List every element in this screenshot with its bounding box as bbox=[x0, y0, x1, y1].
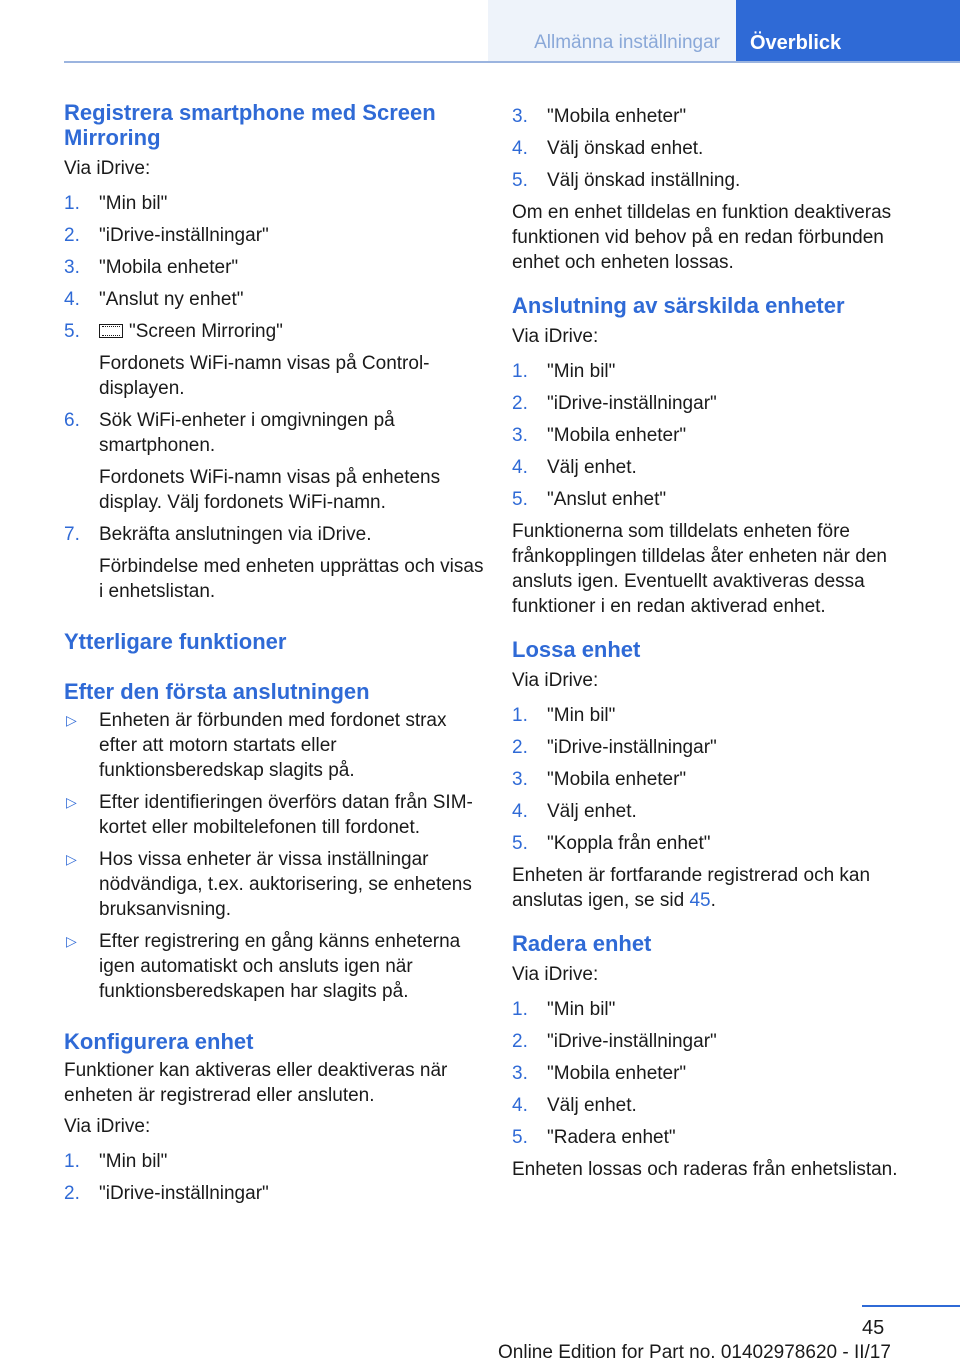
list-item bbox=[512, 1125, 932, 1150]
step-text: Välj enhet. bbox=[547, 801, 637, 822]
step-text: "Mobila enheter" bbox=[547, 769, 687, 790]
step-number: 1. bbox=[512, 361, 528, 382]
step-number: 2. bbox=[512, 1031, 528, 1052]
step-text: "iDrive-inställningar" bbox=[99, 1183, 269, 1204]
after-first-connection-heading: Efter den första anslutningen bbox=[64, 679, 370, 704]
triangle-bullet-icon: ▷ bbox=[66, 933, 77, 949]
delete-note: Enheten lossas och raderas från enhetslistan. bbox=[512, 1159, 898, 1180]
step-number: 4. bbox=[512, 457, 528, 478]
right-column bbox=[512, 104, 932, 1182]
step-number: 1. bbox=[64, 1151, 80, 1172]
triangle-bullet-icon: ▷ bbox=[66, 851, 77, 867]
page-number: 45 bbox=[862, 1317, 885, 1339]
edition-footer: Online Edition for Part no. 01402978620 - II/17 bbox=[498, 1342, 891, 1363]
list-item bbox=[512, 799, 932, 824]
step-number: 1. bbox=[512, 705, 528, 726]
list-item bbox=[512, 104, 932, 129]
left-column bbox=[64, 100, 484, 1213]
list-item bbox=[512, 168, 932, 193]
step-text: Bekräfta anslutningen via iDrive. bbox=[99, 524, 372, 545]
header-section-title: Allmänna inställningar bbox=[488, 0, 736, 62]
register-steps bbox=[64, 191, 484, 604]
footer-divider bbox=[862, 1305, 960, 1307]
step-text: "Screen Mirroring" bbox=[129, 321, 283, 342]
spacer bbox=[64, 611, 484, 629]
list-item bbox=[64, 1149, 484, 1174]
spacer bbox=[512, 619, 932, 637]
delete-steps bbox=[512, 997, 932, 1150]
step-note: Fordonets WiFi-namn visas på enhetens display. Välj fordonets WiFi-namn. bbox=[99, 467, 441, 513]
list-item bbox=[64, 255, 484, 280]
list-item bbox=[64, 1181, 484, 1206]
step-number: 3. bbox=[64, 257, 80, 278]
list-item bbox=[512, 831, 932, 856]
step-number: 5. bbox=[512, 170, 528, 191]
step-text: "iDrive-inställningar" bbox=[99, 225, 269, 246]
special-steps bbox=[512, 359, 932, 512]
spacer bbox=[64, 1011, 484, 1029]
via-idrive-text: Via iDrive: bbox=[512, 964, 599, 985]
register-heading: Registrera smartphone med Screen Mirroring bbox=[64, 100, 436, 150]
step-text: "Mobila enheter" bbox=[99, 257, 239, 278]
special-devices-heading: Anslutning av särskilda enheter bbox=[512, 293, 845, 318]
step-number: 4. bbox=[64, 289, 80, 310]
delete-device-heading: Radera enhet bbox=[512, 931, 652, 956]
release-device-heading: Lossa enhet bbox=[512, 637, 641, 662]
list-item bbox=[512, 487, 932, 512]
step-text: "Min bil" bbox=[547, 705, 616, 726]
list-item bbox=[64, 319, 484, 401]
release-steps bbox=[512, 703, 932, 856]
connection-bullets bbox=[64, 708, 484, 1004]
list-item bbox=[64, 708, 484, 783]
step-number: 2. bbox=[64, 1183, 80, 1204]
step-note: Fordonets WiFi-namn visas på Control-displayen. bbox=[99, 353, 430, 399]
step-number: 4. bbox=[512, 801, 528, 822]
release-note-text: Enheten är fortfarande registrerad och kan anslutas igen, se sid bbox=[512, 865, 871, 911]
page-header bbox=[0, 0, 960, 62]
list-item bbox=[64, 191, 484, 216]
step-text: "Min bil" bbox=[547, 361, 616, 382]
step-text: "Radera enhet" bbox=[547, 1127, 676, 1148]
list-item bbox=[512, 1093, 932, 1118]
step-note: Förbindelse med enheten upprättas och visas i enhetslistan. bbox=[99, 556, 484, 602]
step-number: 5. bbox=[512, 833, 528, 854]
screen-mirroring-icon bbox=[99, 324, 123, 338]
list-item bbox=[512, 1061, 932, 1086]
special-note: Funktionerna som tilldelats enheten före frånkopplingen tilldelas åter enheten när den ansluts igen. Eventuellt avaktiveras dessa funktioner i en redan aktiverad enhet. bbox=[512, 521, 887, 617]
bullet-text: Hos vissa enheter är vissa inställningar nödvändiga, t.ex. auktorisering, se enhetens bruksanvisning. bbox=[99, 849, 472, 920]
list-item bbox=[64, 847, 484, 922]
step-number: 3. bbox=[512, 106, 528, 127]
configure-device-heading: Konfigurera enhet bbox=[64, 1029, 254, 1054]
step-text: Välj önskad inställning. bbox=[547, 170, 741, 191]
step-number: 2. bbox=[512, 393, 528, 414]
step-number: 2. bbox=[512, 737, 528, 758]
triangle-bullet-icon: ▷ bbox=[66, 794, 77, 810]
step-text: "Koppla från enhet" bbox=[547, 833, 711, 854]
list-item bbox=[512, 997, 932, 1022]
step-text: "Mobila enheter" bbox=[547, 106, 687, 127]
more-functions-heading: Ytterligare funktioner bbox=[64, 629, 287, 654]
list-item bbox=[512, 423, 932, 448]
page-reference-link[interactable]: 45 bbox=[689, 890, 711, 911]
step-number: 5. bbox=[512, 1127, 528, 1148]
list-item bbox=[512, 735, 932, 760]
list-item bbox=[64, 790, 484, 840]
list-item bbox=[64, 408, 484, 515]
list-item bbox=[64, 522, 484, 604]
triangle-bullet-icon: ▷ bbox=[66, 712, 77, 728]
spacer bbox=[512, 913, 932, 931]
step-number: 4. bbox=[512, 138, 528, 159]
header-divider bbox=[64, 61, 960, 63]
list-item bbox=[512, 767, 932, 792]
bullet-text: Enheten är förbunden med fordonet strax efter att motorn startats eller funktionsberedskap slagits på. bbox=[99, 710, 447, 781]
via-idrive-text: Via iDrive: bbox=[64, 158, 151, 179]
step-text: "Mobila enheter" bbox=[547, 425, 687, 446]
list-item bbox=[512, 136, 932, 161]
list-item bbox=[64, 929, 484, 1004]
configure-steps bbox=[64, 1149, 484, 1206]
configure-note: Om en enhet tilldelas en funktion deaktiveras funktionen vid behov på en redan förbunden enhet och enheten lossas. bbox=[512, 202, 892, 273]
step-text: "Min bil" bbox=[547, 999, 616, 1020]
step-text: "Mobila enheter" bbox=[547, 1063, 687, 1084]
list-item bbox=[512, 359, 932, 384]
step-text: "Anslut ny enhet" bbox=[99, 289, 244, 310]
step-text: Sök WiFi-enheter i omgivningen på smartphonen. bbox=[99, 410, 395, 456]
list-item bbox=[64, 287, 484, 312]
step-number: 3. bbox=[512, 769, 528, 790]
list-item bbox=[512, 1029, 932, 1054]
via-idrive-text: Via iDrive: bbox=[512, 326, 599, 347]
step-text: Välj enhet. bbox=[547, 457, 637, 478]
configure-steps-continued bbox=[512, 104, 932, 193]
via-idrive-text: Via iDrive: bbox=[64, 1116, 151, 1137]
step-number: 4. bbox=[512, 1095, 528, 1116]
step-number: 1. bbox=[512, 999, 528, 1020]
list-item bbox=[512, 703, 932, 728]
step-text: Välj önskad enhet. bbox=[547, 138, 704, 159]
list-item bbox=[512, 391, 932, 416]
list-item bbox=[512, 455, 932, 480]
configure-text: Funktioner kan aktiveras eller deaktiveras när enheten är registrerad eller ansluten. bbox=[64, 1060, 448, 1106]
header-tab-overview: Överblick bbox=[736, 0, 960, 62]
step-number: 3. bbox=[512, 1063, 528, 1084]
step-text: "iDrive-inställningar" bbox=[547, 1031, 717, 1052]
step-number: 3. bbox=[512, 425, 528, 446]
list-item bbox=[64, 223, 484, 248]
step-number: 2. bbox=[64, 225, 80, 246]
step-text: "iDrive-inställningar" bbox=[547, 393, 717, 414]
release-note bbox=[512, 863, 932, 913]
bullet-text: Efter identifieringen överförs datan från SIM-kortet eller mobiltelefonen till fordonet. bbox=[99, 792, 473, 838]
spacer bbox=[512, 275, 932, 293]
step-number: 1. bbox=[64, 193, 80, 214]
step-number: 5. bbox=[512, 489, 528, 510]
step-text: Välj enhet. bbox=[547, 1095, 637, 1116]
step-text: "Min bil" bbox=[99, 193, 168, 214]
release-note-end: . bbox=[710, 890, 716, 911]
step-number: 5. bbox=[64, 321, 80, 342]
step-number: 7. bbox=[64, 524, 80, 545]
bullet-text: Efter registrering en gång känns enheterna igen automatiskt och ansluts igen när funktionsberedskapen har slagits på. bbox=[99, 931, 461, 1002]
step-text: "Min bil" bbox=[99, 1151, 168, 1172]
step-text: "Anslut enhet" bbox=[547, 489, 667, 510]
via-idrive-text: Via iDrive: bbox=[512, 670, 599, 691]
step-text: "iDrive-inställningar" bbox=[547, 737, 717, 758]
step-number: 6. bbox=[64, 410, 80, 431]
